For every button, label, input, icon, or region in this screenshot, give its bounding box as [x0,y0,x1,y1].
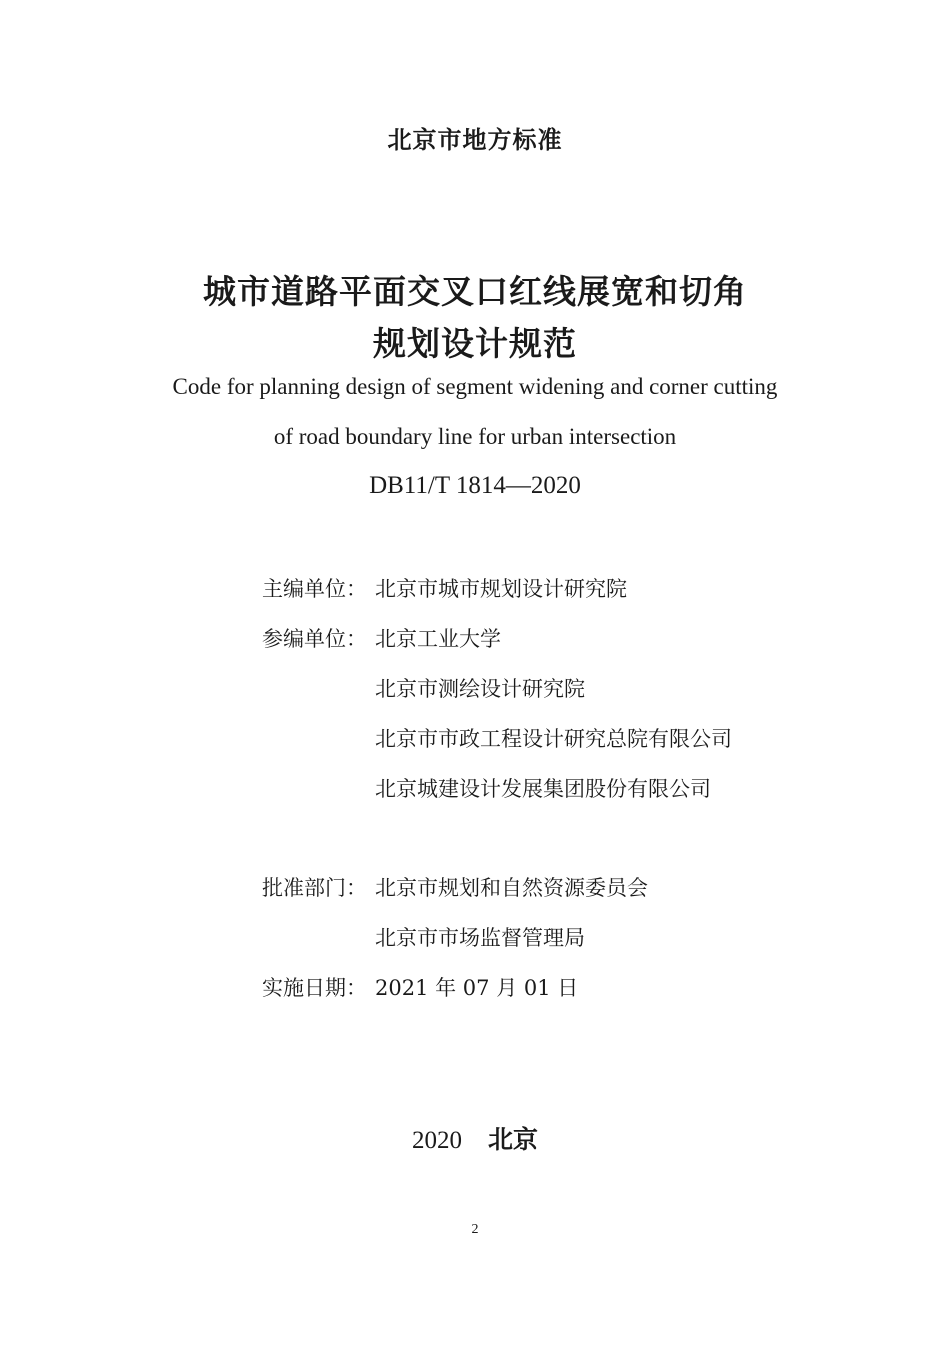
approval-item: 北京市市场监督管理局 [375,926,585,950]
effective-date-label: 实施日期： [262,976,367,1000]
footer-city: 北京 [487,1125,538,1154]
document-title-cn-line2: 规划设计规范 [373,324,577,363]
approval-label: 批准部门： [262,876,367,900]
participants-label: 参编单位： [262,627,367,651]
page-number: 2 [471,1222,479,1237]
participant-item: 北京市测绘设计研究院 [375,677,585,701]
chief-editor-label: 主编单位： [262,577,367,601]
document-title-en-line1: Code for planning design of segment widening and corner cutting [172,374,778,399]
header-title: 北京市地方标准 [387,126,563,154]
participant-item: 北京城建设计发展集团股份有限公司 [375,777,711,801]
footer-year: 2020 [411,1127,462,1154]
standard-number: DB11/T 1814—2020 [369,472,581,499]
participant-item: 北京工业大学 [375,627,501,651]
participant-item: 北京市市政工程设计研究总院有限公司 [375,727,732,751]
footer [0,1120,950,1156]
effective-date-value: 2021 年 07 月 01 日 [375,976,579,1000]
approval-item: 北京市规划和自然资源委员会 [375,876,648,900]
document-title-en-line2: of road boundary line for urban intersection [273,424,677,449]
document-title-cn-line1: 城市道路平面交叉口红线展宽和切角 [203,272,747,311]
chief-editor-value: 北京市城市规划设计研究院 [375,577,627,601]
